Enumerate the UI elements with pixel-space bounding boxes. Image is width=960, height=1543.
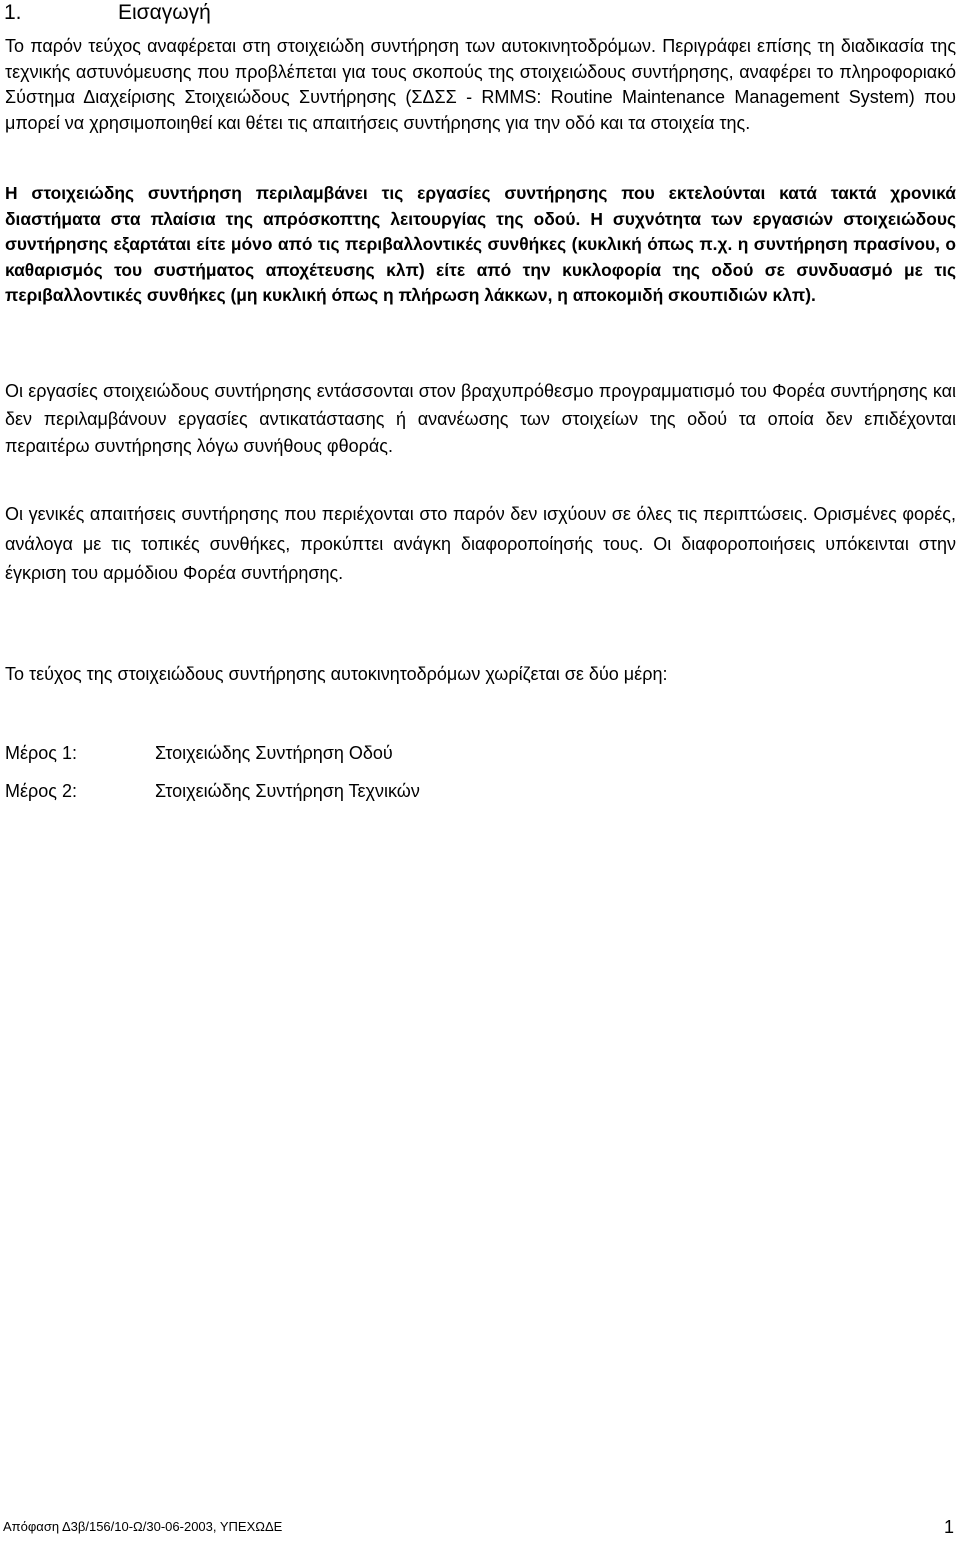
definition-paragraph: Η στοιχειώδης συντήρηση περιλαμβάνει τις εργασίες συντήρησης που εκτελούνται κατά τακτά χρονικά διαστήματα στα πλαίσια της απρόσκοπτης λειτουργίας της οδού. Η συχνότητα των εργασιών στοιχειώδους συντήρησης εξαρτάται είτε μόνο από τις περιβαλλοντικές συνθήκες (κυκλική όπως π.χ. η συντήρηση πρασίνου, ο καθαρισμός του συστήματος αποχέτευσης κλπ) είτε από την κυκλοφορία της οδού σε συνδυασμό με τις περιβαλλοντικές συνθήκες (μη κυκλική όπως η πλήρωση λάκκων, η αποκομιδή σκουπιδιών κλπ). <box>5 183 956 306</box>
page-number: 1 <box>943 1517 954 1537</box>
part-title: Στοιχειώδης Συντήρηση Οδού <box>155 743 393 763</box>
part-item-2 <box>5 777 420 805</box>
section-number: 1. <box>4 1 22 24</box>
intro-paragraph: Το παρόν τεύχος αναφέρεται στη στοιχειώδη συντήρηση των αυτοκινητοδρόμων. Περιγράφει επίσης τη διαδικασία της τεχνικής αστυνόμευσης που προβλέπεται για τους σκοπούς της στοιχειώδους συντήρησης, αναφέρει το πληροφοριακό Σύστημα Διαχείρισης Στοιχειώδους Συντήρησης (ΣΔΣΣ - RMMS: Routine Maintenance Management System) που μπορεί να χρησιμοποιηθεί και θέτει τις απαιτήσεις συντήρησης για την οδό και τα στοιχεία της. <box>5 36 956 133</box>
scheduling-paragraph: Οι εργασίες στοιχειώδους συντήρησης εντάσσονται στον βραχυπρόθεσμο προγραμματισμό του Φορέα συντήρησης και δεν περιλαμβάνουν εργασίες αντικατάστασης ή ανανέωσης των στοιχείων της οδού τα οποία δεν επιδέχονται περαιτέρω συντήρησης λόγω συνήθους φθοράς. <box>5 381 956 457</box>
part-item-1 <box>5 739 393 767</box>
structure-paragraph: Το τεύχος της στοιχειώδους συντήρησης αυτοκινητοδρόμων χωρίζεται σε δύο μέρη: <box>5 664 668 684</box>
section-heading <box>4 0 211 26</box>
part-label: Μέρος 1: <box>5 743 77 763</box>
part-title: Στοιχειώδης Συντήρηση Τεχνικών <box>155 781 420 801</box>
requirements-paragraph: Οι γενικές απαιτήσεις συντήρησης που περιέχονται στο παρόν δεν ισχύουν σε όλες τις περιπτώσεις. Ορισμένες φορές, ανάλογα με τις τοπικές συνθήκες, προκύπτει ανάγκη διαφοροποίησής τους. Οι διαφοροποιήσεις υπόκεινται στην έγκριση του αρμόδιου Φορέα συντήρησης. <box>5 504 956 584</box>
section-title: Εισαγωγή <box>118 1 211 24</box>
footer-reference: Απόφαση Δ3β/156/10-Ω/30-06-2003, ΥΠΕΧΩΔΕ <box>3 1519 283 1534</box>
part-label: Μέρος 2: <box>5 781 77 801</box>
